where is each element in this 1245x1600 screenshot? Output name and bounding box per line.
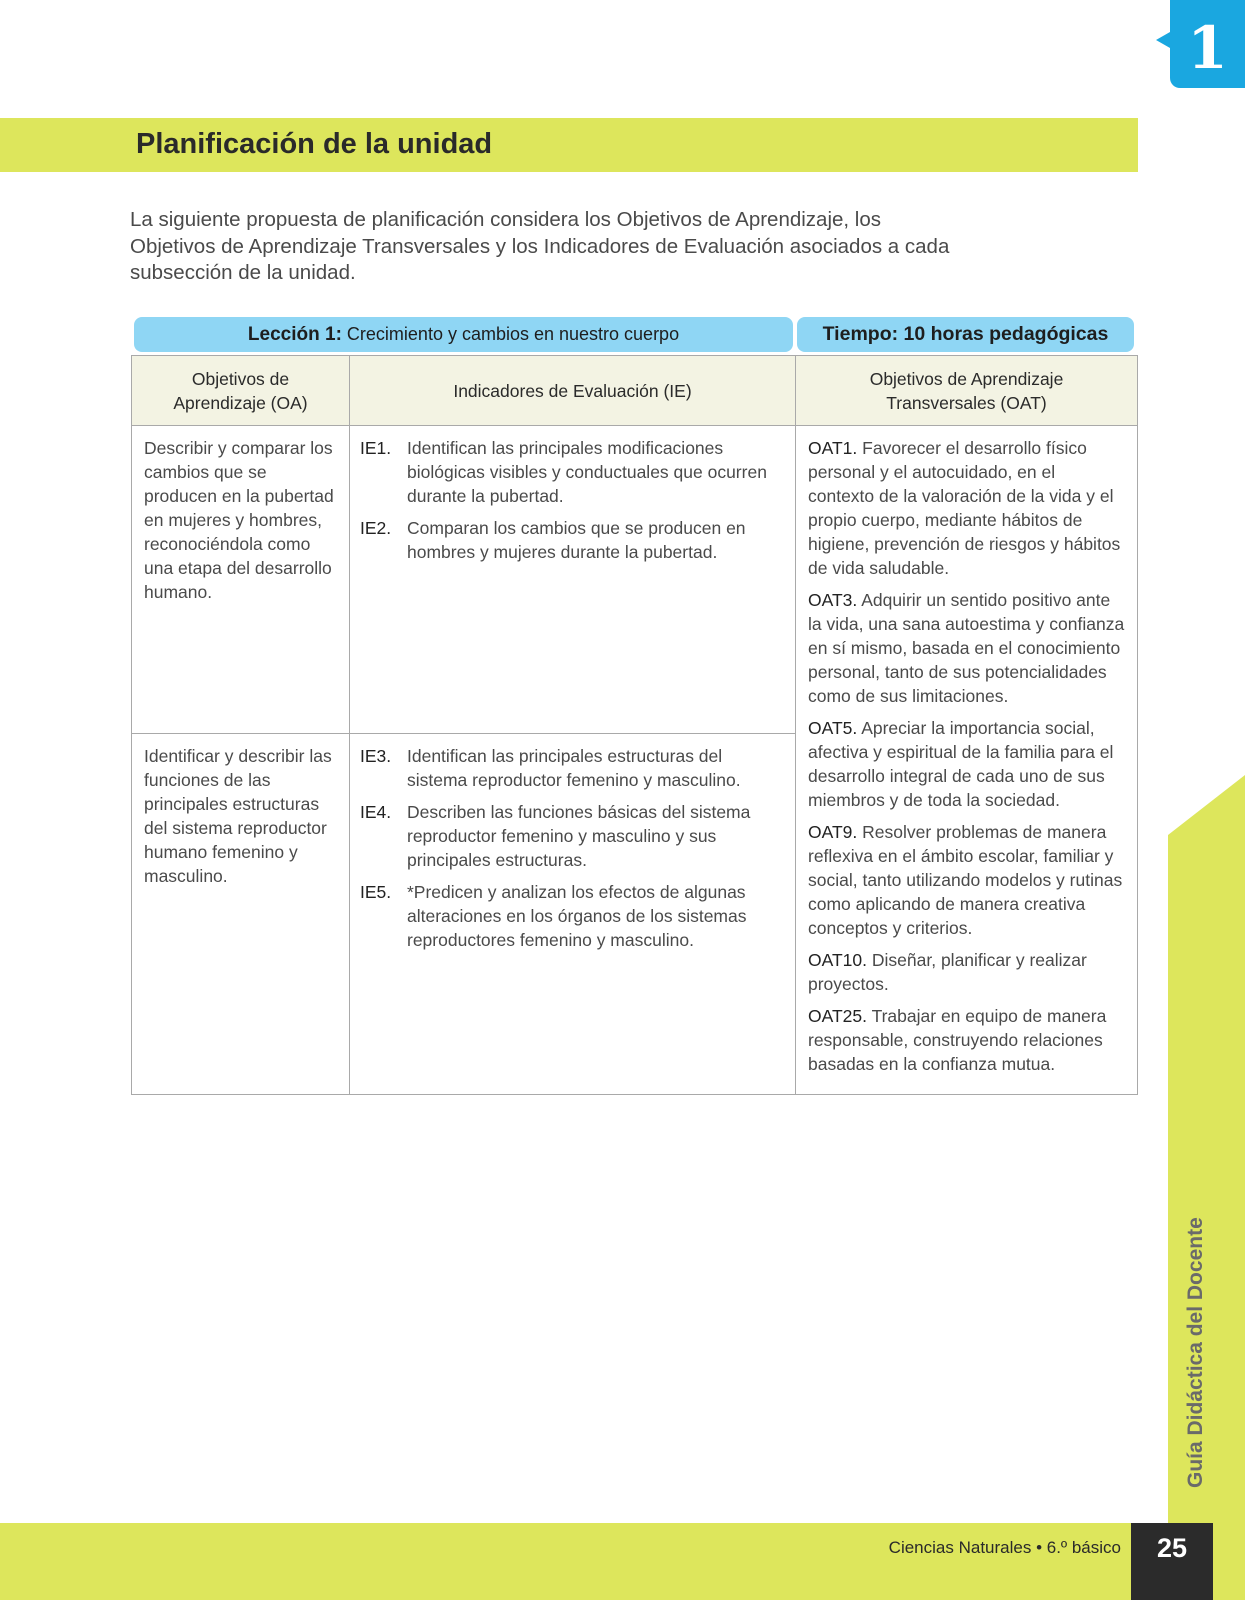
ie-text: *Predicen y analizan los efectos de algunas alteraciones en los órganos de los sistemas reproductores femenino y masculino.: [407, 881, 747, 950]
ie-item: [360, 880, 785, 952]
oat-code: OAT3.: [808, 590, 858, 610]
ie-item: [360, 744, 785, 792]
ie-code: IE5.: [360, 881, 392, 902]
oat-code: OAT1.: [808, 438, 858, 458]
oat-text: Trabajar en equipo de manera responsable, construyendo relaciones basadas en la confianza mutua.: [808, 1006, 1107, 1074]
ie-code: IE4.: [360, 801, 392, 822]
header-oat: Objetivos de Aprendizaje Transversales (OAT): [796, 356, 1138, 426]
page-number: 25: [1131, 1523, 1213, 1600]
unit-number: 1: [1187, 14, 1228, 82]
table-row: [132, 426, 1138, 734]
ie-item: [360, 800, 785, 872]
header-oa: Objetivos de Aprendizaje (OA): [132, 356, 350, 426]
ie-text: Identifican las principales modificaciones biológicas visibles y conductuales que ocurren durante la pubertad.: [407, 438, 767, 506]
time-banner: Tiempo: 10 horas pedagógicas: [797, 317, 1134, 352]
oat-text: Diseñar, planificar y realizar proyectos.: [808, 950, 1087, 994]
oat-item: [808, 820, 1125, 940]
oat-text: Resolver problemas de manera reflexiva en el ámbito escolar, familiar y social, tanto utilizando modelos y rutinas como aplicando de manera creativa conceptos y criterios.: [808, 822, 1123, 938]
oat-code: OAT9.: [808, 822, 858, 842]
oat-text: Adquirir un sentido positivo ante la vida, una sana autoestima y confianza en sí mismo, basada en el conocimiento personal, tanto de sus potencialidades como de sus limitaciones.: [808, 590, 1125, 706]
ie-code: IE1.: [360, 438, 392, 458]
ie-text: Identifican las principales estructuras del sistema reproductor femenino y masculino.: [407, 745, 741, 790]
side-label: Guía Didáctica del Docente: [1184, 1217, 1207, 1488]
oat-item: [808, 716, 1125, 812]
ie-text: Comparan los cambios que se producen en hombres y mujeres durante la pubertad.: [407, 518, 746, 562]
oat-code: OAT10.: [808, 950, 868, 970]
oat-text: Favorecer el desarrollo físico personal y el autocuidado, en el contexto de la valoración de la vida y el propio cuerpo, mediante hábitos de higiene, prevención de riesgos y hábitos de vida saludable.: [808, 438, 1121, 578]
oat-item: [808, 436, 1125, 580]
ie-item: [360, 516, 785, 564]
oat-text: Apreciar la importancia social, afectiva y espiritual de la familia para el desarrollo integral de cada uno de sus miembros y de toda la sociedad.: [808, 718, 1114, 810]
title-band: [0, 118, 1138, 172]
ie-code: IE2.: [360, 518, 392, 538]
footer-band: [0, 1523, 1245, 1600]
oa-cell: Describir y comparar los cambios que se producen en la pubertad en mujeres y hombres, reconociéndola como una etapa del desarrollo humano.: [132, 426, 350, 734]
ie-item: [360, 436, 785, 508]
table-header-row: [132, 356, 1138, 426]
ie-cell: [350, 426, 796, 734]
unit-tab: [1170, 0, 1245, 88]
oat-code: OAT5.: [808, 718, 858, 738]
ie-cell: [350, 733, 796, 1094]
oat-cell: [796, 426, 1138, 1095]
oat-code: OAT25.: [808, 1006, 868, 1026]
oa-cell: Identificar y describir las funciones de las principales estructuras del sistema reproductor humano femenino y masculino.: [132, 733, 350, 1094]
lesson-label: Lección 1:: [247, 324, 342, 345]
lesson-banner: [134, 317, 793, 352]
footer-subject: Ciencias Naturales • 6.º básico: [888, 1538, 1121, 1557]
ie-code: IE3.: [360, 745, 392, 766]
intro-paragraph: La siguiente propuesta de planificación considera los Objetivos de Aprendizaje, los Objetivos de Aprendizaje Transversales y los Indicadores de Evaluación asociados a cada subsección de la unidad.: [130, 208, 950, 284]
ie-text: Describen las funciones básicas del sistema reproductor femenino y masculino y sus principales estructuras.: [407, 801, 751, 870]
page-title: Planificación de la unidad: [136, 128, 493, 160]
lesson-name: Crecimiento y cambios en nuestro cuerpo: [346, 324, 680, 344]
header-ie: Indicadores de Evaluación (IE): [350, 356, 796, 426]
planning-table: [131, 355, 1138, 1095]
oat-item: [808, 1004, 1125, 1076]
oat-item: [808, 948, 1125, 996]
oat-item: [808, 588, 1125, 708]
